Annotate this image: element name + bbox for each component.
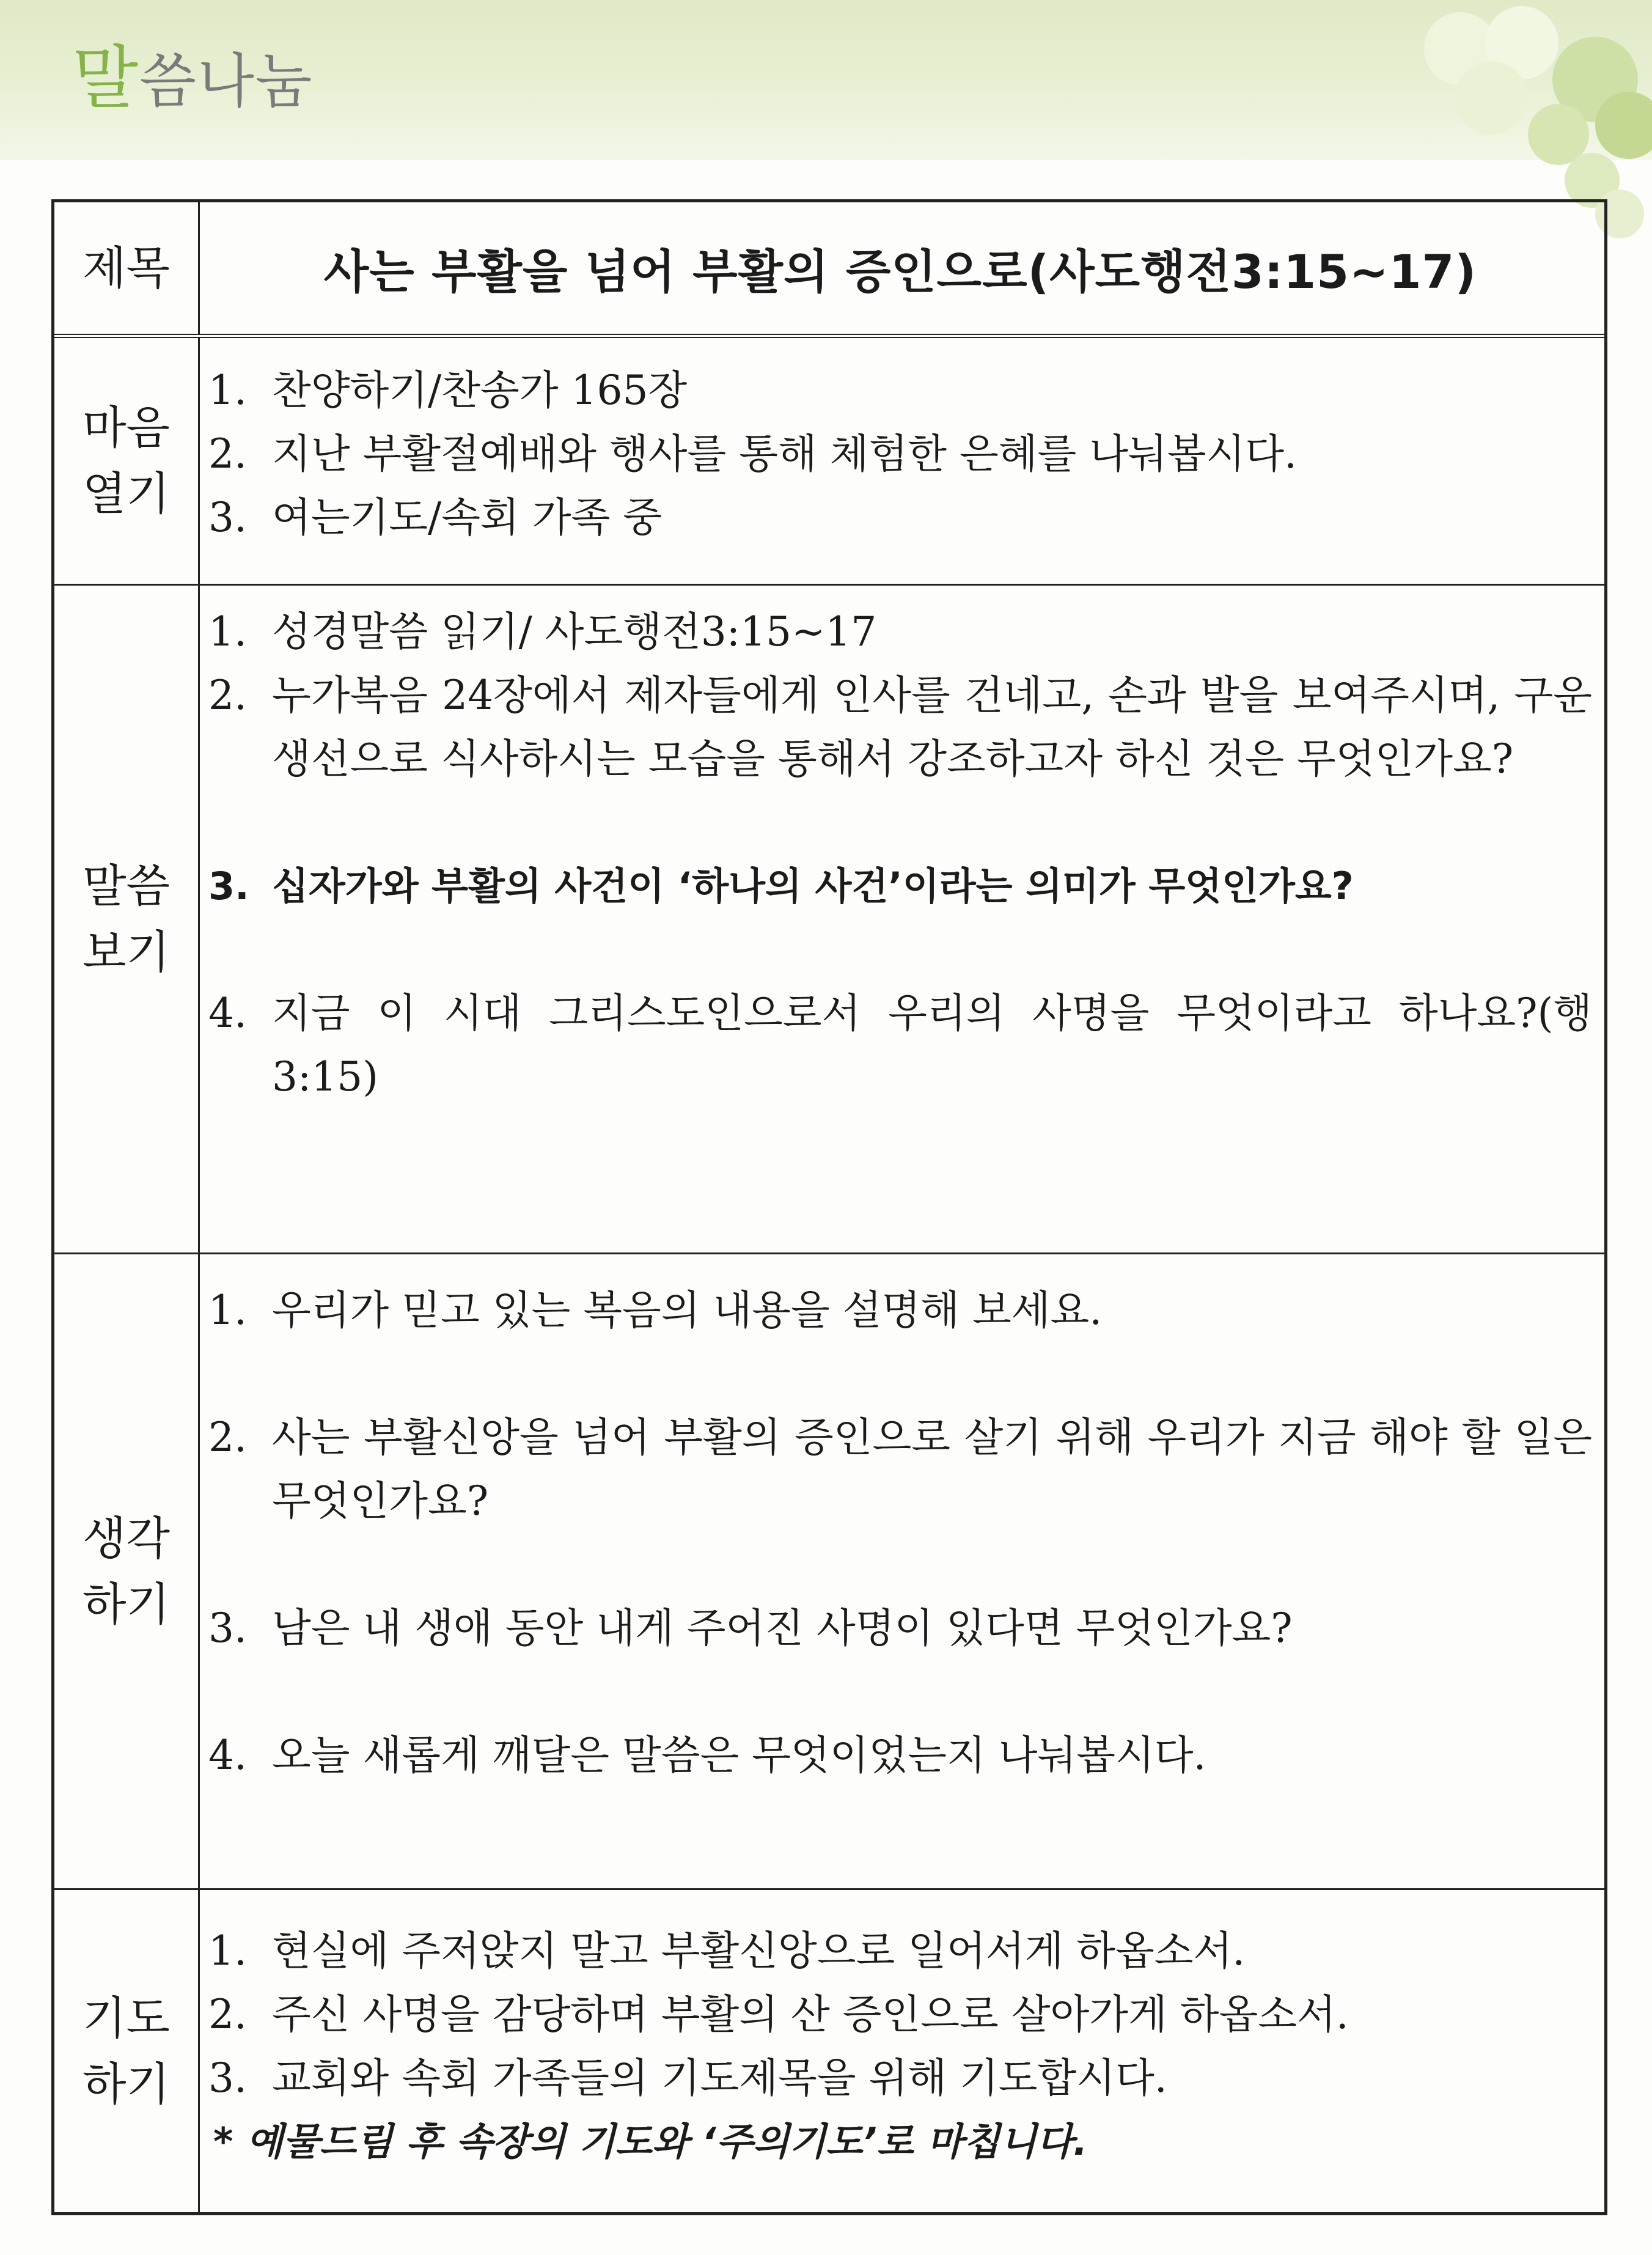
item-text: 남은 내 생애 동안 내게 주어진 사명이 있다면 무엇인가요? — [272, 1605, 1293, 1652]
list-item — [208, 855, 1592, 918]
section-label-line1: 생각 — [83, 1512, 170, 1565]
item-number: 1. — [208, 1287, 247, 1334]
item-text: 누가복음 24장에서 제자들에게 인사를 건네고, 손과 발을 보여주시며, 구운 생선으로 식사하시는 모습을 통해서 강조하고자 하신 것은 무엇인가요? — [272, 672, 1592, 782]
study-sheet-table — [51, 199, 1607, 2215]
heading-part1: 말 — [72, 39, 140, 118]
item-number: 2. — [208, 430, 247, 477]
section-label-line2: 하기 — [83, 1578, 170, 1631]
item-text: 우리가 믿고 있는 복음의 내용을 설명해 보세요. — [272, 1287, 1103, 1334]
item-text: 교회와 속회 가족들의 기도제목을 위해 기도합시다. — [272, 2055, 1167, 2102]
item-number: 4. — [208, 1732, 247, 1779]
section-label-line2: 보기 — [83, 925, 170, 979]
section-label — [54, 1254, 200, 1888]
section-label — [54, 338, 200, 584]
section-think — [54, 1254, 1604, 1890]
item-text: 여는기도/속회 가족 중 — [272, 494, 662, 541]
section-content — [208, 1890, 1592, 2212]
list-item — [208, 1919, 1592, 1983]
section-content — [208, 586, 1592, 1253]
item-text: 현실에 주저앉지 말고 부활신앙으로 일어서게 하옵소서. — [272, 1927, 1246, 1974]
item-text: 찬양하기/찬송가 165장 — [272, 367, 688, 414]
list-item — [208, 359, 1592, 422]
section-read-word — [54, 586, 1604, 1254]
section-content — [208, 1254, 1592, 1888]
closing-note: * 예물드림 후 속장의 기도와 ‘주의기도’로 마칩니다. — [213, 2119, 1088, 2164]
list-item — [208, 1406, 1592, 1533]
list-item — [208, 1983, 1592, 2047]
list-item — [208, 1724, 1592, 1787]
section-pray — [54, 1890, 1604, 2212]
section-label-line1: 말씀 — [83, 859, 170, 913]
list-item — [208, 486, 1592, 550]
item-number: 3. — [208, 864, 249, 908]
sermon-title: 사는 부활을 넘어 부활의 증인으로(사도행전3:15~17) — [323, 245, 1477, 299]
section-label — [54, 1890, 200, 2212]
section-label-line1: 마음 — [83, 402, 170, 454]
section-content — [208, 338, 1592, 584]
section-label-line2: 열기 — [83, 468, 170, 520]
title-label: 제목 — [54, 202, 200, 334]
list-item — [208, 1279, 1592, 1342]
item-number: 1. — [208, 1927, 247, 1974]
section-label-line2: 하기 — [83, 2058, 170, 2111]
item-number: 2. — [208, 1991, 247, 2038]
item-number: 1. — [208, 367, 247, 414]
item-number: 4. — [208, 990, 247, 1037]
item-number: 3. — [208, 494, 247, 541]
item-number: 1. — [208, 608, 247, 655]
item-number: 2. — [208, 672, 247, 719]
item-text: 사는 부활신앙을 넘어 부활의 증인으로 살기 위해 우리가 지금 해야 할 일은 무엇인가요? — [272, 1414, 1592, 1525]
section-label — [54, 586, 200, 1253]
item-number: 3. — [208, 2055, 247, 2102]
heading-part2: 씀나눔 — [139, 47, 314, 116]
item-text: 십자가와 부활의 사건이 ‘하나의 사건’이라는 의미가 무엇인가요? — [272, 864, 1354, 908]
item-number: 2. — [208, 1414, 247, 1461]
section-heading — [72, 23, 313, 122]
list-item — [208, 2047, 1592, 2110]
list-item — [208, 422, 1592, 486]
item-text: 지난 부활절예배와 행사를 통해 체험한 은혜를 나눠봅시다. — [272, 430, 1297, 477]
title-row — [54, 202, 1604, 338]
item-text: 지금 이 시대 그리스도인으로서 우리의 사명을 무엇이라고 하나요?(행3:15) — [272, 990, 1592, 1100]
item-text: 주신 사명을 감당하며 부활의 산 증인으로 살아가게 하옵소서. — [272, 1991, 1349, 2038]
list-item — [208, 600, 1592, 664]
list-item — [208, 1597, 1592, 1660]
item-text: 오늘 새롭게 깨달은 말씀은 무엇이었는지 나눠봅시다. — [272, 1732, 1206, 1779]
list-item — [208, 664, 1592, 791]
section-label-line1: 기도 — [83, 1992, 170, 2045]
list-item — [208, 982, 1592, 1109]
item-text: 성경말씀 읽기/ 사도행전3:15~17 — [272, 608, 877, 655]
section-open-heart — [54, 338, 1604, 586]
item-number: 3. — [208, 1605, 247, 1652]
